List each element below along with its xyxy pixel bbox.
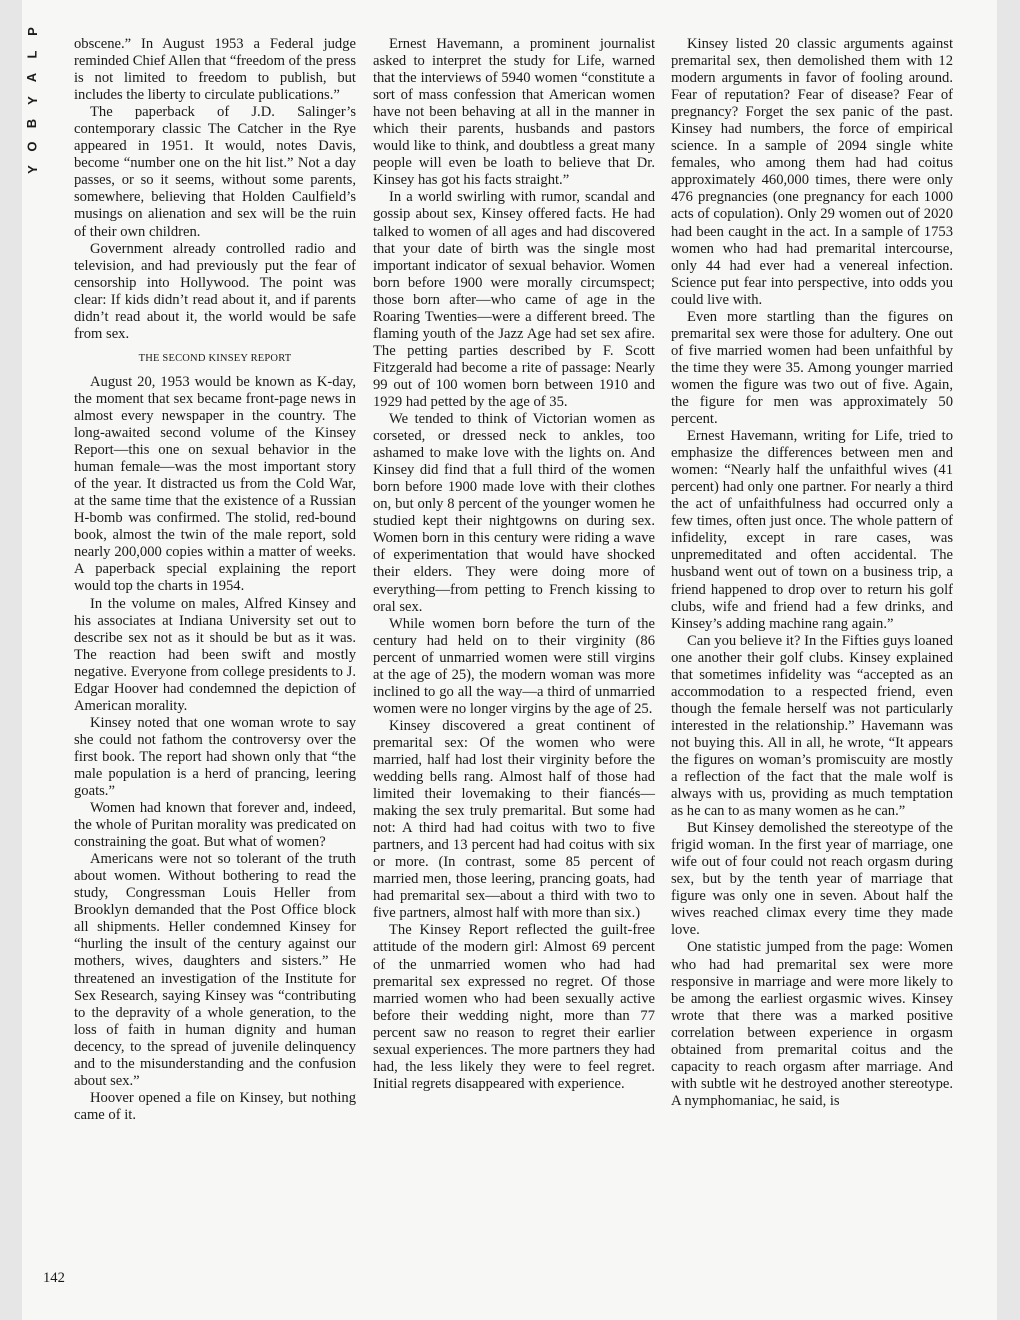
body-paragraph: Kinsey listed 20 classic arguments against premarital sex, then demolished them with 12 modern arguments in favor of fooling around. Fear of reputation? Fear of disease? Fear of pregnancy? Forget the sex panic of the past. Kinsey had numbers, the force of empirical science. In a sample of 2094 single white females, who among them had had coitus approximately 460,000 times, there were only 476 pregnancies (one pregnancy for each 1000 acts of copulation). Only 29 women out of 2020 had been caught in the act. In a sample of 1753 women who had had premarital intercourse, only 44 had ever had a venereal infection. Science put fear into perspective, into odds you could live with. bbox=[671, 36, 953, 308]
body-paragraph: Ernest Havemann, writing for Life, tried to emphasize the differences between men and women: “Nearly half the unfaithful wives (41 percent) had only one partner. For nearly a third the act of unfaithfulness had occurred only a few times, often just once. The whole pattern of infidelity, except in rare cases, was unpremeditated and often accidental. The husband went out of town on a business trip, a friend happened to drop over to return his golf clubs, wife and friend had a few drinks, and Kinsey’s adding machine rang again.” bbox=[671, 428, 953, 632]
body-paragraph: Even more startling than the figures on premarital sex were those for adultery. One out of five married women had been unfaithful by the time they were 35. Among younger married women the figure was two out of five. Again, the figure for men was approximately 50 percent. bbox=[671, 308, 953, 428]
body-paragraph: In the volume on males, Alfred Kinsey and his associates at Indiana University set out to describe sex not as it should be but as it was. The reaction had been swift and mostly negative. Everyone from college presidents to J. Edgar Hoover had condemned the depiction of American morality. bbox=[74, 595, 356, 714]
body-paragraph: The Kinsey Report reflected the guilt-free attitude of the modern girl: Almost 69 percent of the unmarried women who had had premarital sex expressed no regret. Of those married women who had been sexually active before their wedding night, more than 77 percent saw no reason to regret their earlier sexual experiences. The more partners they had had, the less likely they were to feel regret. Initial regrets disappeared with experience. bbox=[373, 922, 655, 1092]
magazine-sideline bbox=[22, 20, 42, 181]
sideline-letter: P bbox=[24, 27, 40, 36]
body-paragraph: obscene.” In August 1953 a Federal judge reminded Chief Allen that “freedom of the press is not limited to freedom to publish, but includes the liberty to circulate publications.” bbox=[74, 36, 356, 104]
body-paragraph: Kinsey discovered a great continent of premarital sex: Of the women who were married, half had lost their virginity before the wedding bells rang. Almost half of those had limited their lovemaking to their fiancés—making the sex truly premarital. But some had not: A third had had coitus with two to five partners, and 13 percent had had coitus with six or more. (In contrast, some 85 percent of married men, those leering, prancing goats, had had premarital sex—about a third with two to five partners, almost half with more than six.) bbox=[373, 717, 655, 922]
body-paragraph: In a world swirling with rumor, scandal and gossip about sex, Kinsey offered facts. He had talked to women of all ages and had discovered that your date of birth was the single most important indicator of sexual behavior. Women born before 1900 were morally circumspect; those born after—who came of age in the Roaring Twenties—were a different breed. The flaming youth of the Jazz Age had set sex afire. The petting parties described by F. Scott Fitzgerald had become a rite of passage: Nearly 99 out of 100 women born between 1910 and 1929 had petted by the age of 35. bbox=[373, 189, 655, 410]
page-number: 142 bbox=[43, 1270, 65, 1286]
sideline-letter: L bbox=[24, 50, 40, 59]
body-paragraph: Americans were not so tolerant of the truth about women. Without bothering to read the study, Congressman Louis Heller from Brooklyn demanded that the Post Office block all shipments. Heller condemned Kinsey for “hurling the insult of the century against our mothers, wives, daughters and sisters.” He threatened an investigation of the Institute for Sex Research, saying Kinsey was “contributing to the depravity of a whole generation, to the loss of faith in human dignity and human decency, to the spread of juvenile delinquency and to the misunderstanding and the confusion about sex.” bbox=[74, 851, 356, 1089]
body-paragraph: One statistic jumped from the page: Women who had had premarital sex were more responsive in marriage and were more likely to be among the earliest orgasmic wives. Kinsey wrote that there was a marked positive correlation between experience in orgasm obtained from premarital coitus and the capacity to reach orgasm after marriage. And with subtle wit he destroyed another stereotype. A nymphomaniac, he said, is bbox=[671, 939, 953, 1109]
body-paragraph: Kinsey noted that one woman wrote to say she could not fathom the controversy over the first book. The report had shown only that “the male population is a herd of prancing, leering goats.” bbox=[74, 714, 356, 800]
body-paragraph: Can you believe it? In the Fifties guys loaned one another their golf clubs. Kinsey explained that sometimes infidelity was “accepted as an accommodation to a respected friend, even though the female herself was not particularly interested in the relationship.” Havemann was not buying this. All in all, he wrote, “It appears the figures on woman’s promiscuity are mostly a reflection of the fact that the male wolf is always with us, providing as much temptation as he can to as many women as he can.” bbox=[671, 632, 953, 820]
sideline-letter: O bbox=[24, 141, 40, 152]
body-paragraph: While women born before the turn of the century had held on to their virginity (86 percent of unmarried women were still virgins at the age of 25), the modern woman was more inclined to go all the way—a third of unmarried women were no longer virgins by the age of 25. bbox=[373, 615, 655, 717]
text-column-2 bbox=[373, 36, 655, 1093]
body-paragraph: Ernest Havemann, a prominent journalist asked to interpret the study for Life, warned that the interviews of 5940 women “constitute a sort of mass confession that American women have not been behaving at all in the manner in which their parents, husbands and pastors would like to think, and doubtless a great many people will even be loath to believe that Dr. Kinsey has got his facts straight.” bbox=[373, 36, 655, 189]
body-paragraph: We tended to think of Victorian women as corseted, or dressed neck to ankles, too ashamed to make love with the lights on. And Kinsey did find that a full third of the women born before 1900 made love with their clothes on, but only 8 percent of the younger women he studied kept their nightgowns on during sex. Women born in this century were riding a wave of experimentation that would have shocked their elders. They were doing more of everything—from petting to French kissing to oral sex. bbox=[373, 411, 655, 615]
sideline-letter: A bbox=[24, 72, 40, 83]
sideline-letter: Y bbox=[24, 96, 40, 105]
text-column-3 bbox=[671, 36, 953, 1110]
sideline-letter: B bbox=[24, 118, 40, 129]
text-column-1 bbox=[74, 36, 356, 1124]
body-paragraph: Women had known that forever and, indeed, the whole of Puritan morality was predicated on constraining the goat. But what of women? bbox=[74, 800, 356, 851]
body-paragraph: But Kinsey demolished the stereotype of the frigid woman. In the first year of marriage, one wife out of four could not reach orgasm during sex, but by the tenth year of marriage that figure was only one in seven. About half the wives reached climax every time they made love. bbox=[671, 820, 953, 939]
body-paragraph: August 20, 1953 would be known as K-day, the moment that sex became front-page news in almost every newspaper in the country. The long-awaited second volume of the Kinsey Report—this one on sexual behavior in the human female—was the most important story of the year. It distracted us from the Cold War, at the same time that the existence of a Russian H-bomb was confirmed. The stolid, red-bound book, almost the twin of the male report, sold nearly 200,000 copies within a matter of weeks. A paperback special explaining the report would top the charts in 1954. bbox=[74, 373, 356, 595]
body-paragraph: The paperback of J.D. Salinger’s contemporary classic The Catcher in the Rye appeared in 1951. It would, notes Davis, become “number one on the hit list.” Not a day passes, or so it seems, without some parents, somewhere, believing that Holden Caulfield’s musings on alienation and sex will be the ruin of their own children. bbox=[74, 104, 356, 240]
body-paragraph: Hoover opened a file on Kinsey, but nothing came of it. bbox=[74, 1089, 356, 1123]
section-heading: THE SECOND KINSEY REPORT bbox=[138, 352, 292, 364]
sideline-letter: Y bbox=[24, 165, 40, 174]
body-paragraph: Government already controlled radio and television, and had previously put the fear of censorship into Hollywood. The point was clear: If kids didn’t read about it, and if parents didn’t read about it, the world would be safe from sex. bbox=[74, 240, 356, 342]
